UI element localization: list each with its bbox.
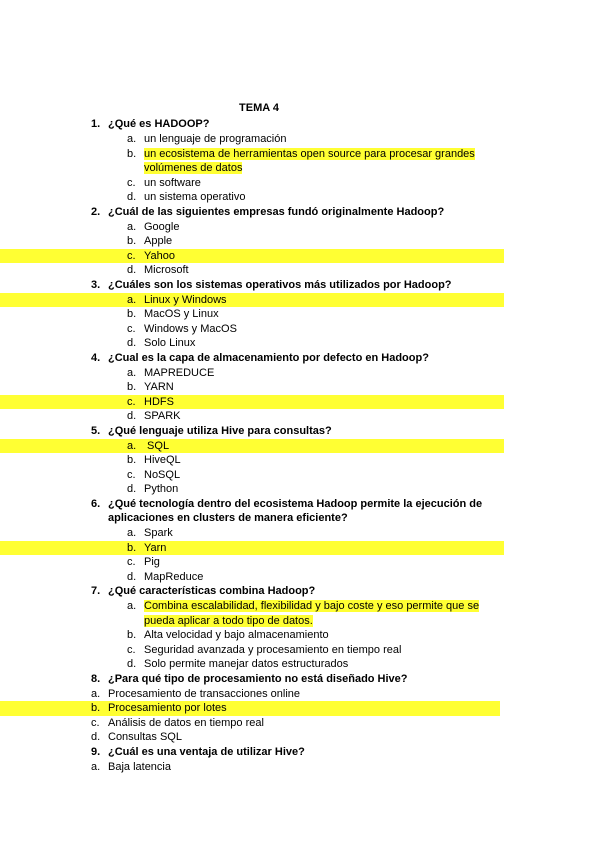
question-list [0,117,600,774]
question-text: ¿Cuáles son los sistemas operativos más utilizados por Hadoop? [108,278,452,291]
option-5c [0,468,504,483]
question-text: ¿Cuál es una ventaja de utilizar Hive? [108,745,305,758]
option-letter: c . [91,716,100,731]
question-7 [0,584,500,599]
option-4b [0,380,504,395]
option-letter: d . [127,570,136,585]
option-text: Pig [144,556,160,568]
option-2b [0,234,504,249]
option-7d [0,657,504,672]
option-letter: a . [127,366,136,381]
option-letter: d . [127,657,136,672]
option-2d [0,263,504,278]
option-text: Solo Linux [144,337,196,349]
option-letter: c . [127,395,136,410]
option-2a [0,220,504,235]
question-text: ¿Cuál de las siguientes empresas fundó originalmente Hadoop? [108,205,445,218]
option-letter: d . [127,190,136,205]
question-text: ¿Para qué tipo de procesamiento no está diseñado Hive? [108,672,408,685]
option-text: Baja latencia [108,760,171,773]
option-text-highlighted: SQL [144,439,170,452]
question-2 [0,205,500,220]
option-text: NoSQL [144,468,181,481]
option-text: un sistema operativo [144,191,246,203]
option-letter: d . [91,730,100,745]
option-letter: c . [127,555,136,570]
option-letter: a . [127,526,136,541]
question-number: 1 . [91,117,100,132]
option-letter: a . [127,599,136,614]
page-title: TEMA 4 [239,102,279,114]
option-7a [0,599,504,628]
option-6b [0,541,504,556]
question-number: 8 . [91,672,100,687]
option-text: Spark [144,527,173,539]
question-9 [0,745,500,760]
question-6 [0,497,500,526]
question-number: 5 . [91,424,100,439]
option-7c [0,643,504,658]
option-letter: b . [127,234,136,249]
option-letter: a . [127,293,136,308]
option-letter: a . [127,132,136,147]
option-3d [0,336,504,351]
option-8b [0,701,500,716]
option-text: MapReduce [144,570,204,583]
option-text: Consultas SQL [108,731,182,743]
option-text: HiveQL [144,454,181,466]
option-letter: b . [127,307,136,322]
question-1 [0,117,500,132]
option-8a [0,687,500,702]
question-8 [0,672,500,687]
option-text-highlighted: Procesamiento por lotes [108,702,227,714]
question-number: 2 . [91,205,100,220]
option-5b [0,453,504,468]
question-5 [0,424,500,439]
option-letter: c . [127,249,136,264]
option-text-highlighted: Combina escalabilidad, flexibilidad y bajo coste y eso permite que se pueda aplicar a todo tipo de datos. [144,600,480,627]
option-letter: c . [127,643,136,658]
option-6d [0,570,504,585]
question-text: ¿Cual es la capa de almacenamiento por defecto en Hadoop? [108,351,429,364]
option-text-highlighted: Yahoo [144,249,175,262]
option-5a [0,439,504,454]
question-text: ¿Qué tecnología dentro del ecosistema Hadoop permite la ejecución de aplicaciones en clusters de manera eficiente? [108,497,483,524]
question-number: 6 . [91,497,100,512]
option-1a [0,132,504,147]
question-4 [0,351,500,366]
option-text: Python [144,483,179,495]
option-8c [0,716,500,731]
option-letter: a . [127,220,136,235]
option-letter: b . [127,628,136,643]
question-text: ¿Qué lenguaje utiliza Hive para consultas? [108,424,332,437]
option-letter: b . [91,701,100,716]
option-letter: a . [91,687,100,702]
option-3c [0,322,504,337]
option-text: Google [144,220,180,233]
option-text: un software [144,176,201,189]
option-6c [0,555,504,570]
option-text: Solo permite manejar datos estructurados [144,658,349,670]
option-text-highlighted: HDFS [144,395,174,408]
option-text-highlighted: Linux y Windows [144,293,227,306]
option-text: Microsoft [144,264,189,276]
option-1c [0,176,504,191]
option-letter: d . [127,336,136,351]
option-1d [0,190,504,205]
option-letter: b . [127,147,136,162]
option-6a [0,526,504,541]
question-number: 9 . [91,745,100,760]
option-letter: d . [127,409,136,424]
question-text: ¿Qué características combina Hadoop? [108,585,316,597]
option-5d [0,482,504,497]
option-letter: c . [127,468,136,483]
question-number: 3 . [91,278,100,293]
question-3 [0,278,500,293]
option-letter: b . [127,541,136,556]
question-number: 4 . [91,351,100,366]
option-text: un lenguaje de programación [144,133,287,145]
option-7b [0,628,504,643]
option-letter: c . [127,176,136,191]
option-text: MacOS y Linux [144,308,219,320]
option-letter: b . [127,453,136,468]
option-3b [0,307,504,322]
option-text-highlighted: Yarn [144,541,167,554]
option-letter: d . [127,263,136,278]
option-letter: b . [127,380,136,395]
option-letter: a . [91,760,100,775]
option-8d [0,730,500,745]
question-text: ¿Qué es HADOOP? [108,118,210,130]
option-text: Seguridad avanzada y procesamiento en tiempo real [144,643,402,656]
option-3a [0,293,504,308]
option-text: Alta velocidad y bajo almacenamiento [144,629,329,641]
option-4c [0,395,504,410]
option-4d [0,409,504,424]
option-text: Análisis de datos en tiempo real [108,716,264,729]
option-1b [0,147,504,176]
option-9a [0,760,500,775]
option-text: Windows y MacOS [144,322,237,335]
option-letter: d . [127,482,136,497]
option-text: SPARK [144,410,181,422]
option-letter: a . [127,439,136,454]
option-text: Procesamiento de transacciones online [108,687,301,700]
option-text: YARN [144,381,174,393]
option-letter: c . [127,322,136,337]
option-text: Apple [144,235,173,247]
option-text: MAPREDUCE [144,366,215,379]
option-text-highlighted: un ecosistema de herramientas open source para procesar grandes volúmenes de datos [144,147,475,174]
option-4a [0,366,504,381]
question-number: 7 . [91,584,100,599]
option-2c [0,249,504,264]
